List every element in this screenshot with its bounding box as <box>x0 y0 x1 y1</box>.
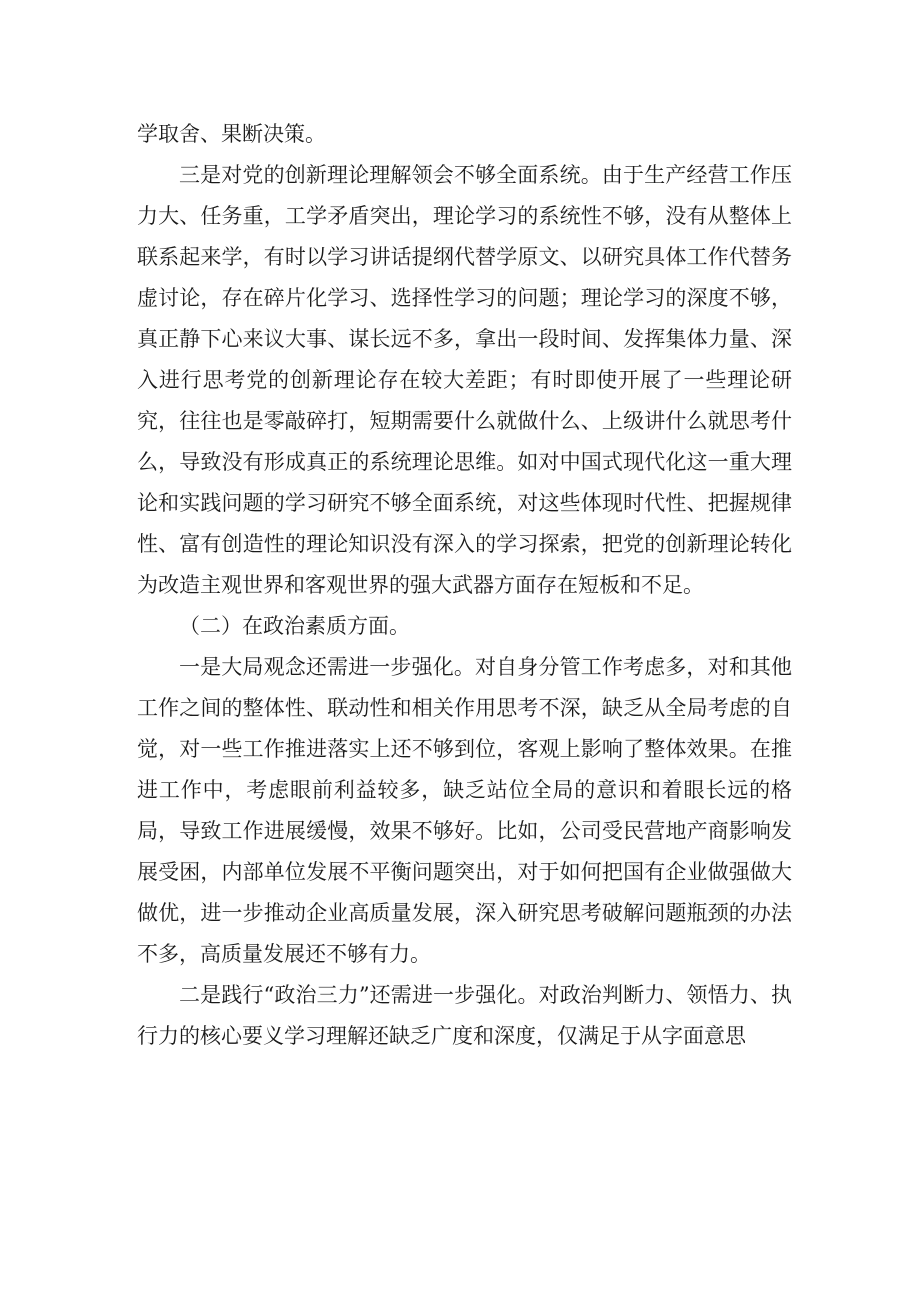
paragraph-overall-view: 一是大局观念还需进一步强化。对自身分管工作考虑多，对和其他工作之间的整体性、联动性和相关作用思考不深，缺乏从全局考虑的自觉，对一些工作推进落实上还不够到位，客观上影响了整体效果。在推进工作中，考虑眼前利益较多，缺乏站位全局的意识和着眼长远的格局，导致工作进展缓慢，效果不够好。比如，公司受民营地产商影响发展受困，内部单位发展不平衡问题突出，对于如何把国有企业做强做大做优，进一步推动企业高质量发展，深入研究思考破解问题瓶颈的办法不多，高质量发展还不够有力。 <box>137 655 792 966</box>
paragraph-continuation: 学取舍、果断决策。 <box>137 122 326 146</box>
paragraph-theory-understanding: 三是对党的创新理论理解领会不够全面系统。由于生产经营工作压力大、任务重，工学矛盾突出，理论学习的系统性不够，没有从整体上联系起来学，有时以学习讲话提纲代替学原文、以研究具体工作代替务虚讨论，存在碎片化学习、选择性学习的问题；理论学习的深度不够，真正静下心来议大事、谋长远不多，拿出一段时间、发挥集体力量、深入进行思考党的创新理论存在较大差距；有时即使开展了一些理论研究，往往也是零敲碎打，短期需要什么就做什么、上级讲什么就思考什么，导致没有形成真正的系统理论思维。如对中国式现代化这一重大理论和实践问题的学习研究不够全面系统，对这些体现时代性、把握规律性、富有创造性的理论知识没有深入的学习探索，把党的创新理论转化为改造主观世界和客观世界的强大武器方面存在短板和不足。 <box>137 163 792 597</box>
paragraph-political-three-powers: 二是践行“政治三力”还需进一步强化。对政治判断力、领悟力、执行力的核心要义学习理解还缺乏广度和深度，仅满足于从字面意思 <box>137 983 792 1048</box>
section-heading-political-quality: （二）在政治素质方面。 <box>179 614 410 638</box>
document-body <box>137 114 792 1057</box>
